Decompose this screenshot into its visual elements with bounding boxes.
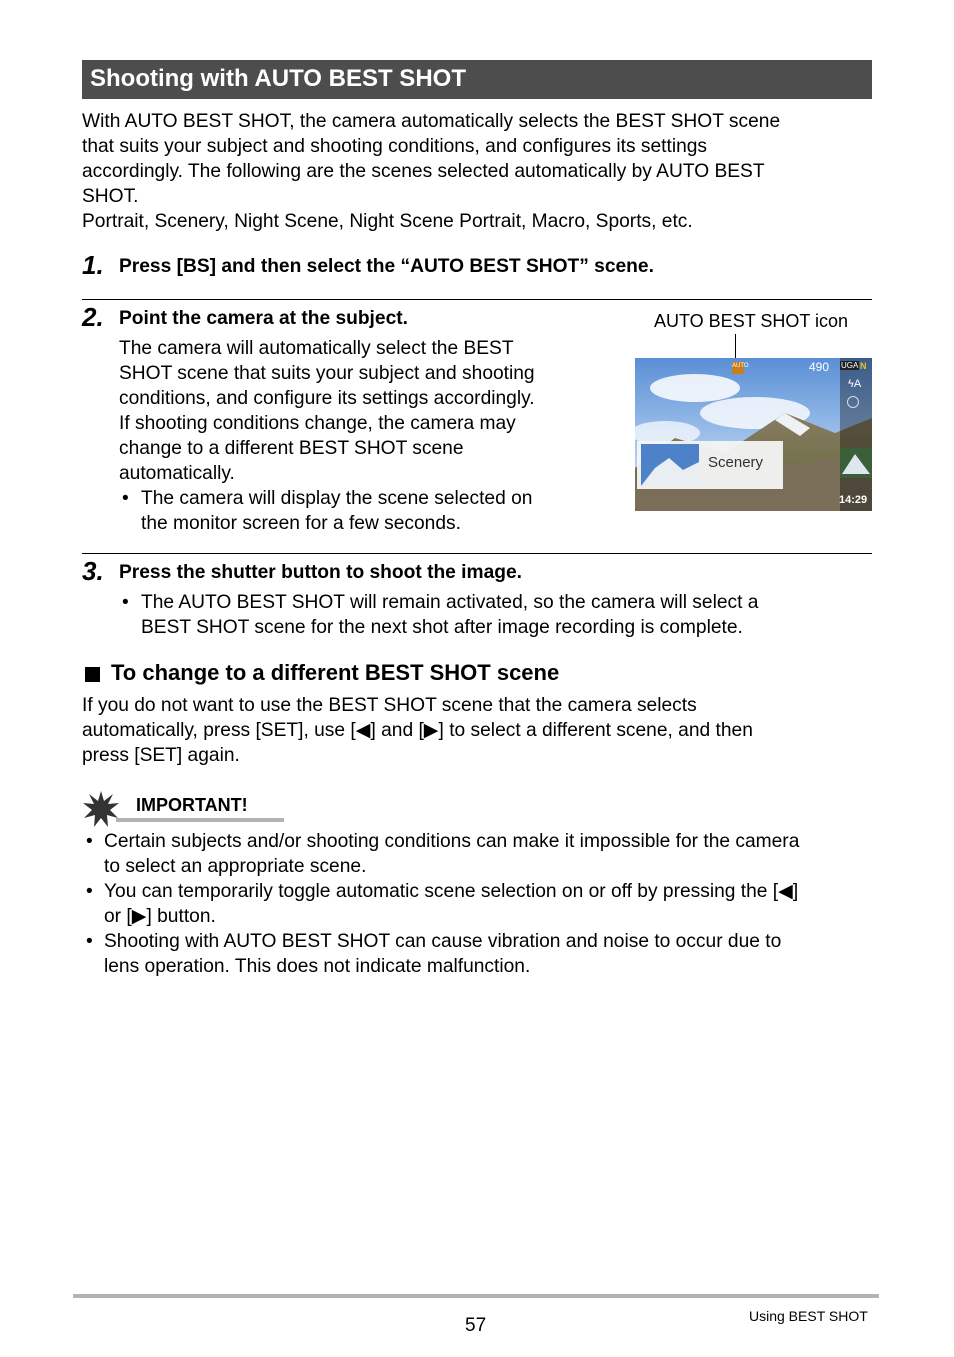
divider [82, 299, 872, 300]
intro-line: With AUTO BEST SHOT, the camera automatically selects the BEST SHOT scene [82, 111, 781, 132]
camera-screen [635, 358, 872, 511]
step-2-bullet [141, 486, 532, 536]
intro-paragraph [82, 109, 780, 234]
shots-remaining: 490 [809, 360, 830, 374]
bullet-line: BEST SHOT scene for the next shot after image recording is complete. [141, 617, 743, 638]
flash-icon: ϟA [848, 378, 862, 390]
important-underline [116, 818, 284, 822]
body-line: conditions, and configure its settings accordingly. [119, 388, 535, 409]
self-timer-icon [847, 396, 859, 408]
section-title: Shooting with AUTO BEST SHOT [90, 65, 466, 92]
bullet-dot: • [122, 592, 129, 613]
intro-line: that suits your subject and shooting conditions, and configures its settings [82, 136, 708, 157]
item-line: or [▶] button. [104, 906, 216, 927]
step-1-title: Press [BS] and then select the “AUTO BEST SHOT” scene. [119, 256, 654, 277]
intro-line: accordingly. The following are the scenes selected automatically by AUTO BEST [82, 161, 765, 182]
page-number: 57 [465, 1315, 487, 1336]
auto-best-shot-icon: AUTO [732, 363, 749, 369]
step-2-number: 2. [82, 302, 104, 332]
bullet-dot: • [86, 931, 93, 952]
body-line: If shooting conditions change, the camera may [119, 413, 516, 434]
scenery-image [635, 358, 872, 511]
list-item [82, 929, 882, 979]
bullet-dot: • [122, 488, 129, 509]
item-line: Shooting with AUTO BEST SHOT can cause vibration and noise to occur due to [104, 931, 782, 952]
list-item [82, 829, 882, 879]
step-1-number: 1. [82, 250, 104, 280]
step-2-body [119, 336, 535, 486]
bullet-line: The camera will display the scene selected on [141, 488, 533, 509]
bullet-line: The AUTO BEST SHOT will remain activated, so the camera will select a [141, 592, 759, 613]
body-line: automatically, press [SET], use [◀] and [▶] to select a different scene, and then [82, 720, 753, 741]
figure-callout: AUTO BEST SHOT icon [654, 311, 849, 331]
intro-line: SHOT. [82, 186, 139, 207]
body-line: automatically. [119, 463, 235, 484]
step-3-bullet [141, 590, 758, 640]
body-line: If you do not want to use the BEST SHOT scene that the camera selects [82, 695, 697, 716]
body-line: press [SET] again. [82, 745, 240, 766]
section-banner [82, 60, 872, 99]
bullet-dot: • [86, 831, 93, 852]
footer-section: Using BEST SHOT [749, 1308, 868, 1324]
step-3-title: Press the shutter button to shoot the image. [119, 562, 522, 583]
step-2-title: Point the camera at the subject. [119, 308, 408, 329]
item-line: lens operation. This does not indicate malfunction. [104, 956, 531, 977]
body-line: change to a different BEST SHOT scene [119, 438, 464, 459]
item-line: Certain subjects and/or shooting conditions can make it impossible for the camera [104, 831, 800, 852]
divider [82, 553, 872, 554]
important-label: IMPORTANT! [136, 795, 248, 815]
body-line: SHOT scene that suits your subject and shooting [119, 363, 535, 384]
item-line: to select an appropriate scene. [104, 856, 367, 877]
list-item [82, 879, 882, 929]
scene-label: Scenery [708, 454, 764, 471]
intro-line: Portrait, Scenery, Night Scene, Night Scene Portrait, Macro, Sports, etc. [82, 211, 693, 232]
resolution-badge: UGA [841, 361, 859, 370]
clock: 14:29 [839, 494, 868, 506]
item-line: You can temporarily toggle automatic scene selection on or off by pressing the [◀] [104, 881, 799, 902]
body-line: The camera will automatically select the BEST [119, 338, 514, 359]
subsection-body [82, 693, 753, 768]
step-3-number: 3. [82, 556, 104, 586]
bullet-dot: • [86, 881, 93, 902]
square-bullet-icon [85, 667, 100, 682]
important-list [82, 829, 882, 979]
bullet-line: the monitor screen for a few seconds. [141, 513, 461, 534]
subsection-title: To change to a different BEST SHOT scene [111, 660, 560, 685]
footer-rule [73, 1294, 879, 1298]
quality-badge: N [860, 361, 867, 371]
important-burst-icon [83, 791, 119, 827]
